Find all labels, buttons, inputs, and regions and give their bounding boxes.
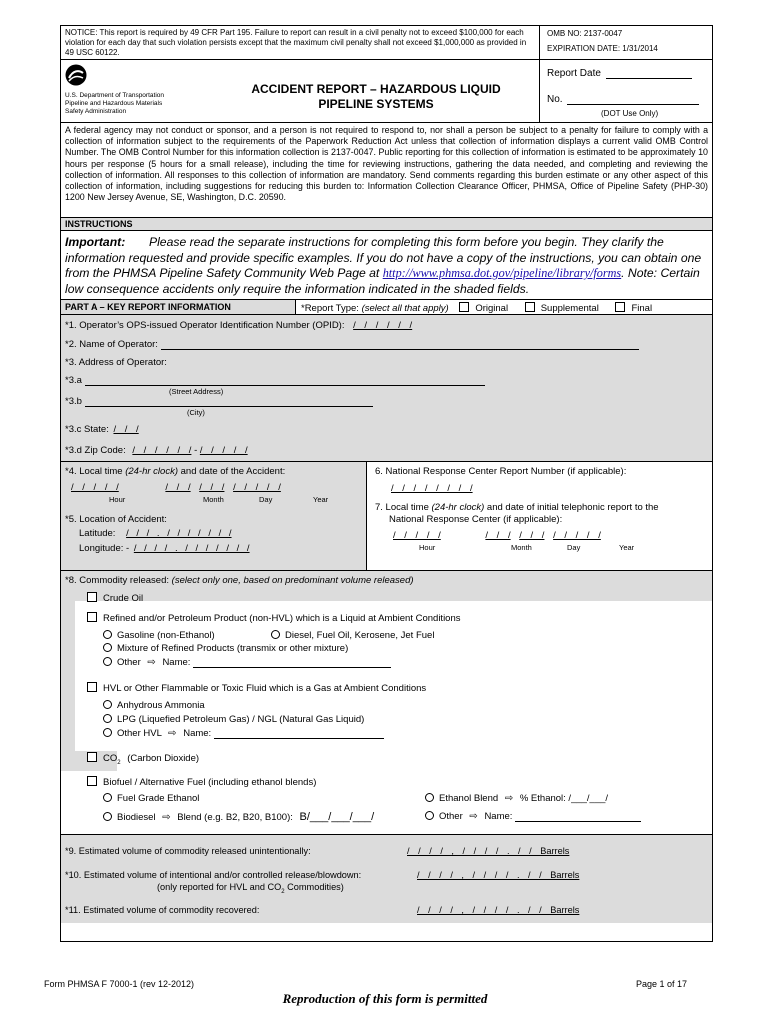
option-crude-oil[interactable]: Crude Oil	[87, 592, 143, 604]
operator-address-label: *3. Address of Operator:	[65, 357, 167, 368]
important-notice: Important: Please read the separate instructions for completing this form before you begin. They clarify the information requested and provide specific examples. If you do not have a copy of the instructions, you can obtain one from the PHMSA Pipeline Safety Community Web Page at http://www.phmsa.dot.gov/pipeline/library/forms. Note: Certain low consequence accidents only require the information indicated in the shaded fields.	[65, 235, 702, 296]
expiration-date: EXPIRATION DATE: 1/31/2014	[547, 44, 658, 53]
volume-recovered-field[interactable]: / / / / , / / / / . / / Barrels	[417, 905, 580, 915]
accident-time-fields[interactable]: / / / / / / / / / / / / / / / /	[71, 482, 281, 493]
volume-blowdown-note: (only reported for HVL and $CO_2$ Commodities)	[157, 882, 344, 895]
notice-text: NOTICE: This report is required by 49 CFR Part 195. Failure to report can result in a civil penalty not to exceed $100,000 for each violation for each day that such violation persists except that the maximum civil penalty shall not exceed $1,000,000 as provided in 49 USC 60122.	[65, 28, 527, 57]
arrow-right-icon: ⇨	[504, 793, 514, 804]
report-date-field[interactable]: Report Date	[547, 68, 692, 79]
option-gasoline[interactable]: Gasoline (non-Ethanol)	[103, 630, 215, 641]
arrow-right-icon: ⇨	[168, 728, 177, 739]
instructions-heading-row	[61, 218, 712, 231]
checkbox-icon	[87, 752, 97, 762]
checkbox-icon	[525, 302, 535, 312]
city-field[interactable]: *3.b	[65, 396, 373, 407]
volume-section	[61, 835, 712, 941]
city-caption: (City)	[187, 408, 205, 417]
commodity-section	[61, 571, 712, 835]
option-other-biofuel[interactable]: Other ⇨ Name:	[425, 811, 641, 822]
option-mixture[interactable]: Mixture of Refined Products (transmix or other mixture)	[103, 643, 348, 654]
part-a-heading: PART A – KEY REPORT INFORMATION	[65, 302, 231, 312]
instructions-link[interactable]: http://www.phmsa.dot.gov/pipeline/library/forms	[382, 266, 622, 280]
operator-info-section	[61, 315, 712, 462]
option-refined-product[interactable]: Refined and/or Petroleum Product (non-HVL) which is a Liquid at Ambient Conditions	[87, 612, 461, 624]
nrc-time-fields[interactable]: / / / / / / / / / / / / / / / /	[393, 530, 601, 541]
volume-blowdown-label: *10. Estimated volume of intentional and/or controlled release/blowdown:	[65, 870, 362, 880]
volume-recovered-label: *11. Estimated volume of commodity recovered:	[65, 905, 260, 915]
radio-icon	[103, 793, 112, 802]
option-co2[interactable]: $CO_2$ (Carbon Dioxide)	[87, 752, 199, 766]
part-a-heading-row	[61, 300, 712, 315]
option-anhydrous-ammonia[interactable]: Anhydrous Ammonia	[103, 700, 205, 711]
option-biofuel[interactable]: Biofuel / Alternative Fuel (including ethanol blends)	[87, 776, 316, 788]
report-number-field[interactable]: No.	[547, 94, 699, 105]
commodity-label: *8. Commodity released: (select only one, based on predominant volume released)	[65, 575, 414, 586]
accident-time-label: *4. Local time (24-hr clock) and date of the Accident:	[65, 466, 286, 477]
radio-icon	[103, 657, 112, 666]
dot-use-caption: (DOT Use Only)	[601, 109, 659, 118]
opid-field[interactable]: *1. Operator’s OPS-issued Operator Identification Number (OPID): / / / / / /	[65, 320, 413, 331]
radio-icon	[103, 630, 112, 639]
zip-code-field[interactable]: *3.d Zip Code: / / / / / / - / / / / /	[65, 445, 248, 456]
reproduction-notice: Reproduction of this form is permitted	[282, 991, 488, 1006]
volume-released-field[interactable]: / / / / , / / / / . / / Barrels	[407, 846, 570, 856]
agency-name: U.S. Department of Transportation Pipeline and Hazardous Materials Safety Administration	[65, 92, 164, 115]
radio-icon	[425, 793, 434, 802]
option-other-hvl[interactable]: Other HVL ⇨ Name:	[103, 728, 384, 739]
option-lpg-ngl[interactable]: LPG (Liquefied Petroleum Gas) / NGL (Natural Gas Liquid)	[103, 714, 364, 725]
notice-row	[61, 26, 712, 60]
longitude-field[interactable]: Longitude: - / / / / . / / / / / / /	[79, 543, 250, 554]
state-field[interactable]: *3.c State: / / /	[65, 424, 139, 435]
title-row	[61, 60, 712, 123]
burden-statement: A federal agency may not conduct or sponsor, and a person is not required to respond to, nor shall a person be subject to a penalty for failure to comply with a collection of information subject to the requirements of the Paperwork Reduction Act unless that collection of information displays a current valid OMB Control Number. The OMB Control Number for this information collection is 2137-0047. Public reporting for this collection of information is estimated to be approximately 10 hours per response (5 hours for a small release), including the time for reviewing instructions, gathering the data needed, and completing and reviewing the collection of information. All responses to this collection of information are mandatory. Send comments regarding this burden estimate or any other aspect of this collection of information, including suggestions for reducing this burden to: Information Collection Clearance Officer, PHMSA, Office of Pipeline Safety (PHP-30) 1200 New Jersey Avenue, SE, Washington, D.C. 20590.	[65, 125, 708, 203]
location-label: *5. Location of Accident:	[65, 514, 167, 525]
arrow-right-icon: ⇨	[162, 812, 171, 823]
checkbox-icon	[459, 302, 469, 312]
report-type-original[interactable]: Original	[459, 303, 508, 314]
checkbox-icon	[87, 612, 97, 622]
radio-icon	[103, 643, 112, 652]
arrow-right-icon: ⇨	[147, 657, 156, 668]
option-biodiesel[interactable]: Biodiesel ⇨ Blend (e.g. B2, B20, B100): B/___/___/___/	[103, 811, 374, 823]
omb-number: OMB NO: 2137-0047	[547, 29, 623, 38]
option-diesel[interactable]: Diesel, Fuel Oil, Kerosene, Jet Fuel	[271, 630, 434, 641]
checkbox-icon	[87, 682, 97, 692]
option-ethanol-blend[interactable]: Ethanol Blend ⇨ % Ethanol: /___/___/	[425, 793, 608, 804]
form-title: ACCIDENT REPORT – HAZARDOUS LIQUID PIPELINE SYSTEMS	[251, 82, 501, 111]
radio-icon	[103, 728, 112, 737]
latitude-field[interactable]: Latitude: / / / . / / / / / / /	[79, 528, 232, 539]
operator-name-field[interactable]: *2. Name of Operator:	[65, 339, 639, 350]
volume-released-label: *9. Estimated volume of commodity released unintentionally:	[65, 846, 311, 856]
report-type-supplemental[interactable]: Supplemental	[525, 303, 599, 314]
checkbox-icon	[87, 592, 97, 602]
option-other-refined[interactable]: Other ⇨ Name:	[103, 657, 391, 668]
accident-report-form	[60, 25, 713, 942]
instructions-heading: INSTRUCTIONS	[65, 219, 133, 229]
radio-icon	[103, 714, 112, 723]
street-address-field[interactable]: *3.a	[65, 375, 485, 386]
radio-icon	[425, 811, 434, 820]
checkbox-icon	[615, 302, 625, 312]
street-address-caption: (Street Address)	[169, 387, 224, 396]
option-hvl[interactable]: HVL or Other Flammable or Toxic Fluid which is a Gas at Ambient Conditions	[87, 682, 426, 694]
radio-icon	[103, 812, 112, 821]
page-number: Page 1 of 17	[636, 979, 688, 989]
important-notice-row	[61, 231, 712, 300]
form-id: Form PHMSA F 7000-1 (rev 12-2012)	[44, 979, 195, 989]
time-location-section: *4. Local time (24-hr clock) and date of the Accident: / / / / / / / / / / / / / / / / Hour Month Day Year *5. Location of Accident: Latitude: / / / . / / / / / / / Longitude: - / / / / . / / / / / / / 6. National Response Center Report Number (if applicable): / / / / / / / / 7. Local time (24-hr clock) and date of initial telephonic report to the National Response Center (if applicable): / / / / / / / / / / / / / / / / Hour Month Day Year	[61, 462, 712, 571]
report-type-final[interactable]: Final	[615, 303, 652, 314]
volume-blowdown-field[interactable]: / / / / , / / / / . / / Barrels	[417, 870, 580, 880]
report-type-group: *Report Type: (select all that apply) Original Supplemental Final	[301, 303, 653, 314]
nrc-number-label: 6. National Response Center Report Number (if applicable):	[375, 466, 627, 477]
burden-statement-row	[61, 123, 712, 218]
dot-logo-icon	[65, 64, 87, 88]
radio-icon	[103, 700, 112, 709]
option-fuel-grade-ethanol[interactable]: Fuel Grade Ethanol	[103, 793, 199, 804]
radio-icon	[271, 630, 280, 639]
nrc-time-label: 7. Local time (24-hr clock) and date of initial telephonic report to the	[375, 502, 659, 513]
nrc-number-field[interactable]: / / / / / / / /	[391, 483, 473, 494]
checkbox-icon	[87, 776, 97, 786]
arrow-right-icon: ⇨	[469, 811, 478, 822]
